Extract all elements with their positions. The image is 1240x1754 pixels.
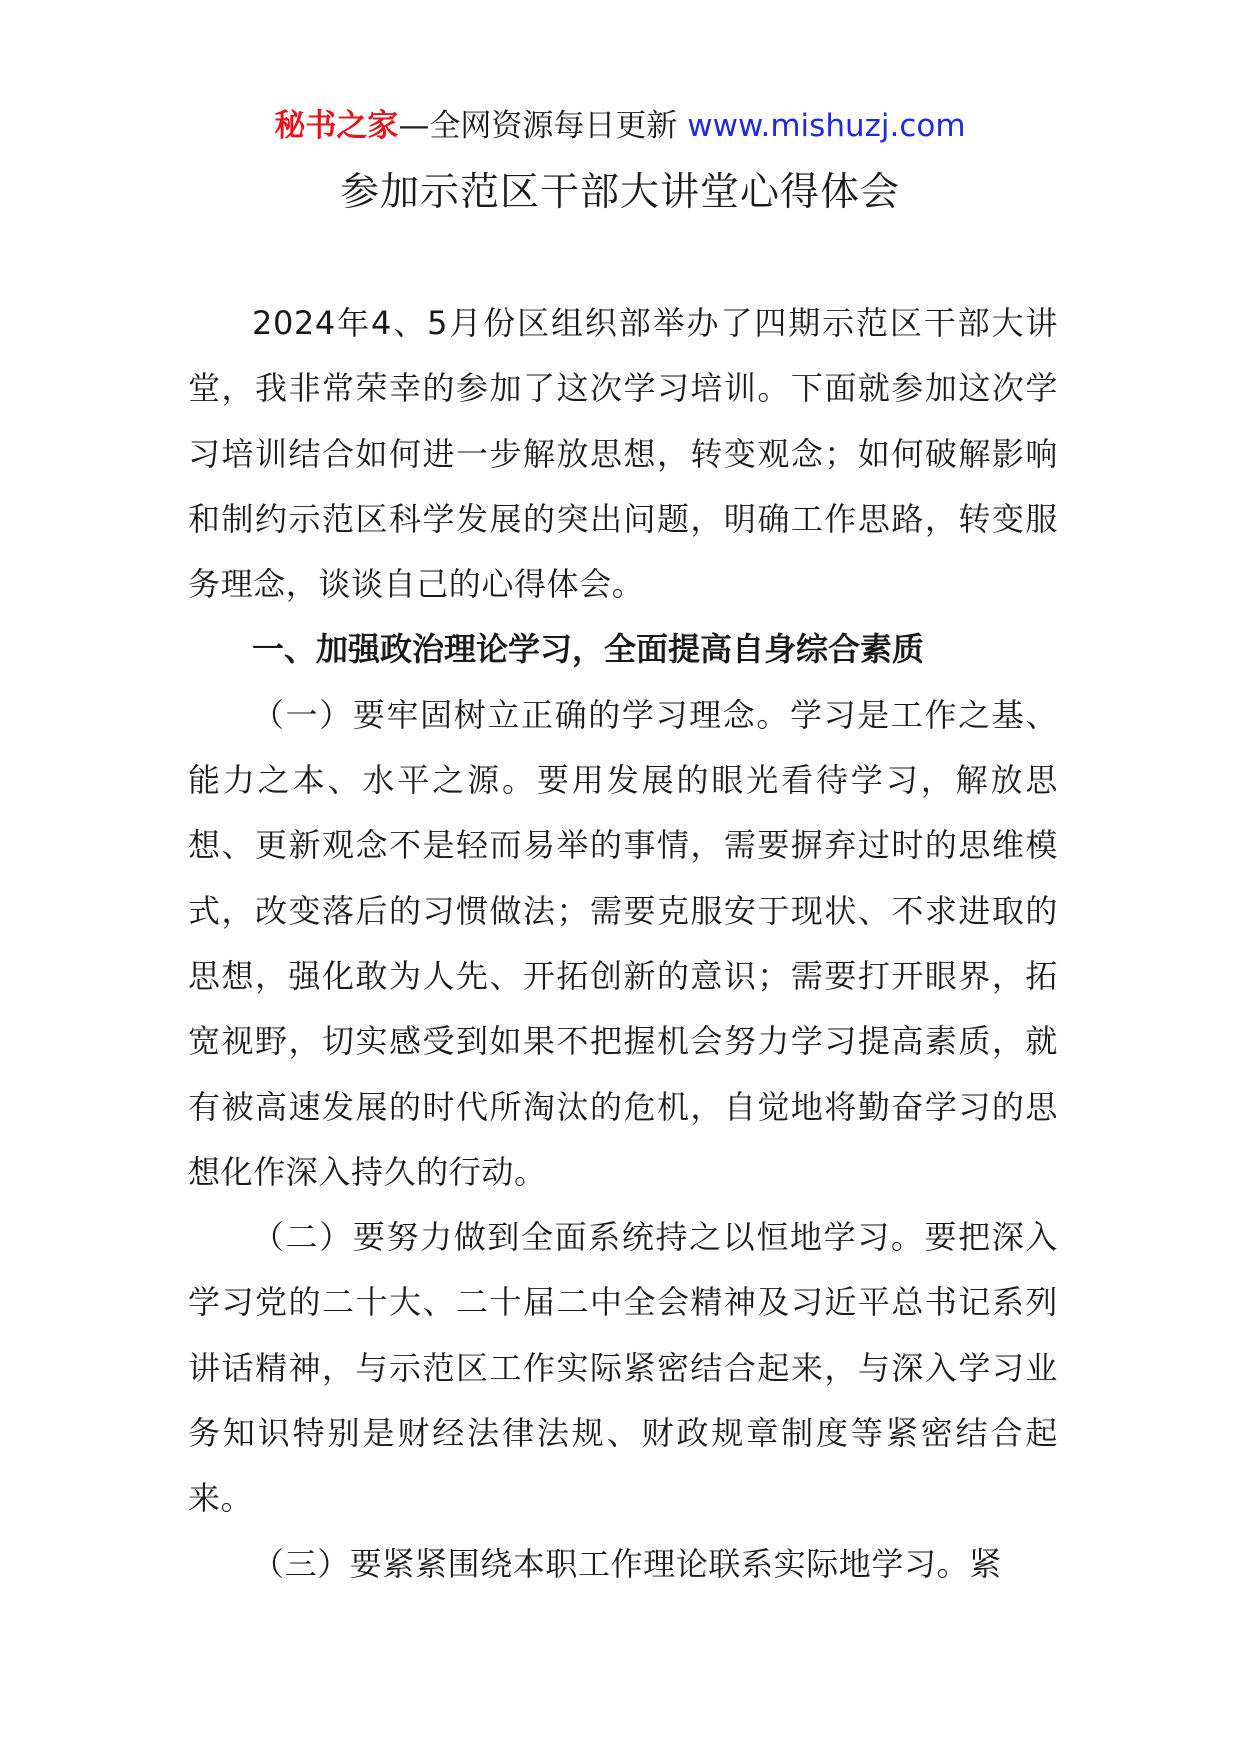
body-paragraph: （二）要努力做到全面系统持之以恒地学习。要把深入学习党的二十大、二十届二中全会精神及习近平总书记系列讲话精神，与示范区工作实际紧密结合起来，与深入学习业务知识特别是财经法律法规、财政规章制度等紧密结合起来。 [188, 1218, 1058, 1518]
intro-paragraph: 2024年4、5月份区组织部举办了四期示范区干部大讲堂，我非常荣幸的参加了这次学习培训。下面就参加这次学习培训结合如何进一步解放思想，转变观念；如何破解影响和制约示范区科学发展的突出问题，明确工作思路，转变服务理念，谈谈自己的心得体会。 [188, 304, 1058, 604]
section-heading: 一、加强政治理论学习，全面提高自身综合素质 [252, 630, 925, 669]
document-body [188, 291, 1058, 1597]
site-header [0, 104, 1240, 148]
document-title: 参加示范区干部大讲堂心得体会 [339, 170, 900, 215]
header-slogan: —全网资源每日更新 [398, 108, 688, 144]
body-paragraph: （三）要紧紧围绕本职工作理论联系实际地学习。紧 [252, 1544, 1002, 1583]
brand-name: 秘书之家 [274, 108, 399, 144]
body-paragraph: （一）要牢固树立正确的学习理念。学习是工作之基、能力之本、水平之源。要用发展的眼光看待学习，解放思想、更新观念不是轻而易举的事情，需要摒弃过时的思维模式，改变落后的习惯做法；需要克服安于现状、不求进取的思想，强化敢为人先、开拓创新的意识；需要打开眼界，拓宽视野，切实感受到如果不把握机会努力学习提高素质，就有被高速发展的时代所淘汰的危机，自觉地将勤奋学习的思想化作深入持久的行动。 [188, 695, 1058, 1191]
site-url-link[interactable]: www.mishuzj.com [687, 108, 966, 144]
